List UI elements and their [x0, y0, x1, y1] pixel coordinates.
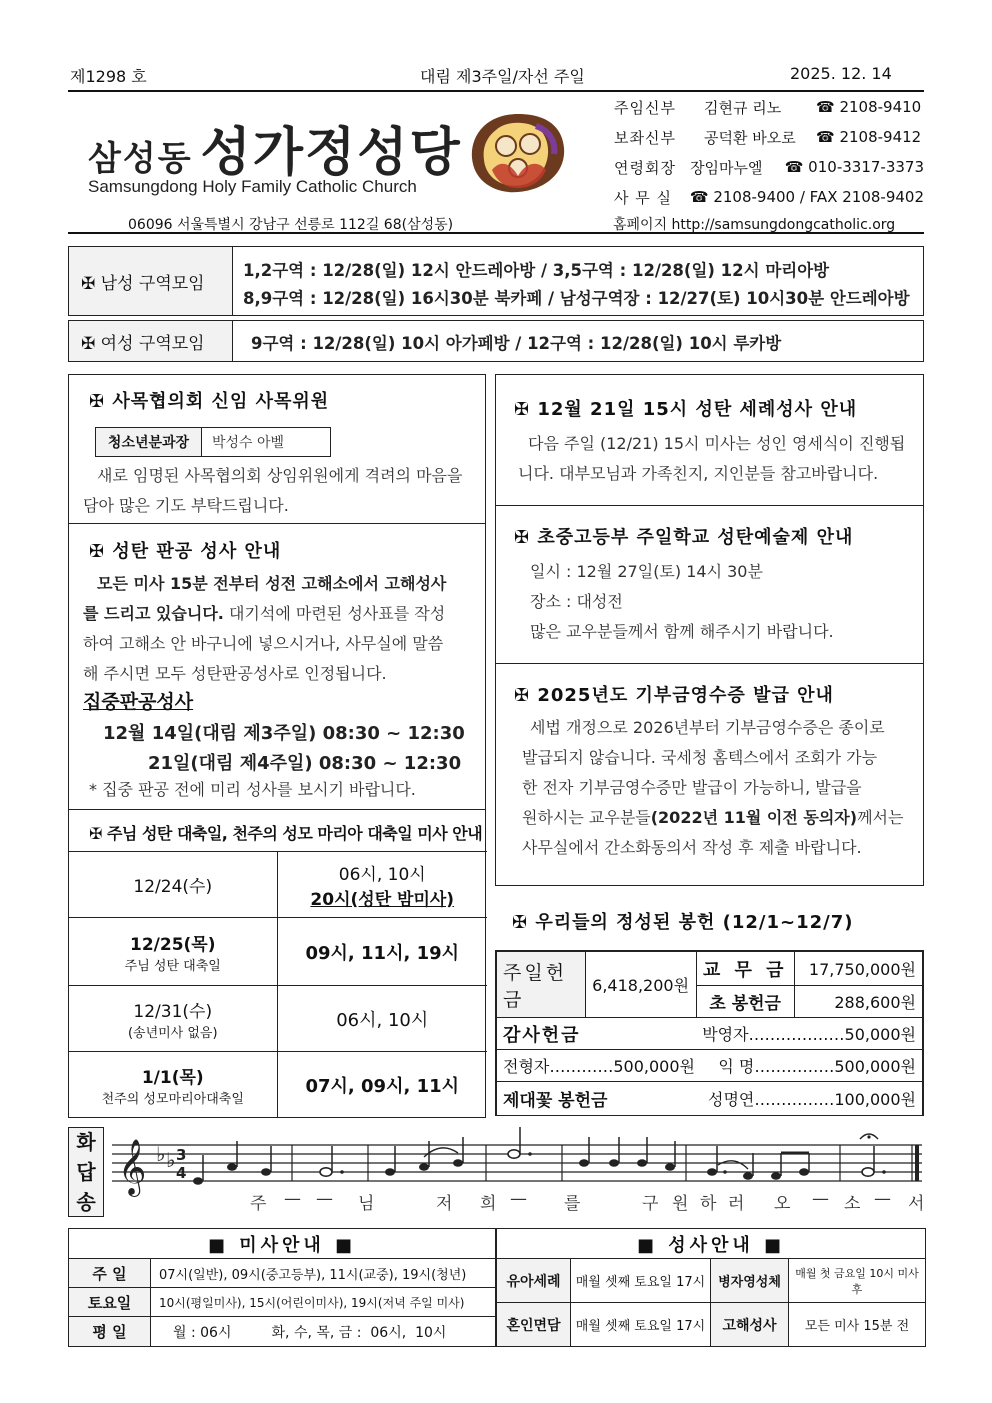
council-member	[95, 427, 331, 457]
sacrament-name: 혼인면담	[497, 1303, 571, 1347]
sunday-school-line: 일시 : 12월 27일(토) 14시 30분	[530, 562, 763, 581]
lyric-syllable: —	[316, 1189, 333, 1209]
lyric-syllable: 원	[672, 1194, 689, 1214]
christmas-mass-title: ✠ 주님 성탄 대축일, 천주의 성모 마리아 대축일 미사 안내	[89, 824, 483, 843]
sacrament-schedule-table	[496, 1228, 926, 1347]
mass-day: 평 일	[69, 1317, 151, 1347]
mass-day-times: 07시(일반), 09시(중고등부), 11시(교중), 19시(청년)	[151, 1259, 496, 1288]
lyric-syllable: 오	[774, 1194, 791, 1214]
mass-date: 1/1(목)	[141, 1067, 204, 1088]
sacrament-when: 매월 셋째 토요일 17시	[571, 1259, 711, 1303]
table-row	[497, 1050, 923, 1082]
council-text-line: 새로 임명된 사목협의회 상임위원에게 격려의 마음을	[97, 466, 463, 485]
mass-day: 주 일	[69, 1259, 151, 1288]
homepage-link[interactable]: 홈페이지 http://samsungdongcatholic.org	[613, 217, 896, 233]
mass-date: 12/31(수)	[133, 1001, 213, 1022]
offering-amount: 6,418,200원	[585, 952, 696, 1018]
staff-row	[614, 152, 924, 182]
offering-label: 초 봉헌금	[696, 986, 794, 1018]
mass-date-sub: 주님 성탄 대축일	[124, 958, 221, 974]
intensive-confession-title: 집중판공성사	[83, 691, 194, 713]
schedule-footer	[68, 1228, 926, 1346]
receipt-text	[522, 713, 920, 863]
offerings-title: ✠ 우리들의 정성된 봉헌 (12/1~12/7)	[512, 912, 854, 933]
staff-row	[614, 92, 924, 122]
sunday-school-line: 장소 : 대성전	[530, 592, 623, 611]
holy-family-logo-icon	[466, 110, 570, 196]
title-prefix: 삼성동	[88, 139, 193, 179]
psalm-label-char: 송	[76, 1190, 96, 1214]
lyric-syllable: 주	[250, 1194, 267, 1214]
baptism-line: 다음 주일 (12/21) 15시 미사는 성인 영세식이 진행됩	[528, 434, 906, 453]
psalm-label	[68, 1127, 104, 1217]
staff-role: 보좌신부	[614, 128, 676, 147]
mass-times: 06시, 10시	[277, 986, 487, 1052]
sunday-school-text	[530, 557, 920, 647]
sacrament-name: 고해성사	[711, 1303, 789, 1347]
receipt-line: 세법 개정으로 2026년부터 기부금영수증은 종이로	[530, 718, 885, 737]
lyric-syllable: —	[510, 1189, 527, 1209]
svg-text:♭: ♭	[156, 1142, 166, 1166]
men-meetings-line: 1,2구역 : 12/28(일) 12시 안드레아방 / 3,5구역 : 12/28(일) 12시 마리아방	[243, 261, 830, 280]
council-text-line: 담아 많은 기도 부탁드립니다.	[83, 496, 289, 515]
svg-text:3: 3	[176, 1146, 187, 1164]
offering-label: 제대꽃 봉헌금	[497, 1082, 697, 1116]
staff-role: 사 무 실	[614, 188, 673, 207]
mass-date-sub: 천주의 성모마리아대축일	[101, 1091, 244, 1107]
left-column	[68, 374, 486, 1118]
council-position: 청소년분과장	[96, 428, 202, 456]
baptism-title: ✠ 12월 21일 15시 성탄 세례성사 안내	[514, 399, 858, 420]
divider	[69, 809, 485, 810]
lyric-syllable: 님	[358, 1194, 375, 1214]
council-person: 박성수 아벨	[212, 435, 285, 451]
table-row	[497, 1259, 926, 1303]
staff-row	[614, 122, 924, 152]
sacrament-name: 병자영성체	[711, 1259, 789, 1303]
receipt-line: 한 전자 기부금영수증만 발급이 가능하니, 발급을	[522, 778, 862, 797]
staff-name: 김현규 리노	[704, 98, 782, 117]
confession-note: * 집중 판공 전에 미리 성사를 보시기 바랍니다.	[89, 780, 416, 799]
sacrament-name: 유아세례	[497, 1259, 571, 1303]
table-row	[69, 918, 487, 986]
confession-line: 대기석에 마련된 성사표를 작성	[223, 604, 446, 623]
women-meetings-line: 9구역 : 12/28(일) 10시 아가페방 / 12구역 : 12/28(일) 10시 루카방	[251, 334, 782, 353]
women-meetings-box	[68, 320, 924, 362]
mass-date-cell	[69, 1052, 277, 1118]
lyric-syllable: 희	[480, 1194, 497, 1214]
psalm-label-char: 답	[76, 1160, 96, 1184]
mass-day: 토요일	[69, 1288, 151, 1317]
church-title	[88, 110, 462, 185]
mass-date-cell	[69, 986, 277, 1052]
right-column	[495, 374, 924, 886]
lyric-syllable: —	[812, 1189, 829, 1209]
confession-text	[83, 569, 479, 689]
table-row	[497, 1018, 923, 1050]
church-title-block	[68, 92, 588, 212]
mass-schedule-table	[68, 1228, 496, 1347]
psalm-lyrics	[112, 1189, 924, 1215]
offering-entry: 익 명……………500,000원	[718, 1057, 916, 1076]
men-meetings-label: ✠ 남성 구역모임	[69, 247, 233, 315]
mass-date: 12/25(목)	[130, 934, 216, 955]
title-main: 성가정성당	[200, 122, 462, 183]
divider	[496, 505, 923, 506]
sunday-school-title: ✠ 초중고등부 주일학교 성탄예술제 안내	[514, 527, 854, 548]
lyric-syllable: 서	[908, 1194, 925, 1214]
table-row	[69, 986, 487, 1052]
staff-phone: ☎ 010-3317-3373	[784, 158, 924, 176]
lyric-syllable: 소	[844, 1194, 861, 1214]
offering-entry: 박영자………………50,000원	[696, 1018, 922, 1050]
lyric-syllable: 하	[700, 1194, 717, 1214]
table-row	[497, 1303, 926, 1347]
receipt-line: 께서는	[857, 808, 904, 827]
council-text	[83, 461, 479, 521]
mass-times-line: 06시, 10시	[338, 864, 426, 885]
mass-day-times: 10시(평일미사), 15시(어린이미사), 19시(저녁 주일 미사)	[151, 1288, 496, 1317]
confession-title: ✠ 성탄 판공 성사 안내	[89, 541, 282, 562]
offering-label: 교 무 금	[696, 952, 794, 986]
staff-row	[614, 182, 924, 212]
table-row	[69, 1052, 487, 1118]
sunday-school-line: 많은 교우분들께서 함께 해주시기 바랍니다.	[530, 622, 834, 641]
divider	[69, 523, 485, 524]
confession-line: 를 드리고 있습니다.	[83, 604, 224, 623]
offerings-table	[495, 950, 924, 1116]
offering-entry: 전형자…………500,000원	[503, 1057, 695, 1076]
lyric-syllable: 저	[436, 1194, 453, 1214]
svg-text:♭: ♭	[166, 1148, 176, 1172]
mass-date-sub: (송년미사 없음)	[127, 1025, 218, 1041]
lyric-syllable: —	[284, 1189, 301, 1209]
sacrament-when: 매월 셋째 토요일 17시	[571, 1303, 711, 1347]
offering-label: 주일헌금	[497, 952, 586, 1018]
intensive-date: 21일(대림 제4주일) 08:30 ~ 12:30	[148, 753, 462, 774]
receipt-line: 원하시는 교우분들	[522, 808, 651, 827]
mass-times: 07시, 09시, 11시	[277, 1052, 487, 1118]
intensive-date: 12월 14일(대림 제3주일) 08:30 ~ 12:30	[103, 723, 465, 744]
sacrament-when: 매월 첫 금요일 10시 미사 후	[789, 1259, 926, 1303]
confession-line: 해 주시면 모두 성탄판공성사로 인정됩니다.	[83, 664, 387, 683]
table-row	[69, 1229, 496, 1259]
mass-schedule-header: ■ 미사안내 ■	[69, 1229, 496, 1259]
lyric-syllable: 구	[642, 1194, 659, 1214]
mass-times	[277, 852, 487, 918]
receipt-line: 사무실에서 간소화동의서 작성 후 제출 바랍니다.	[522, 838, 862, 857]
responsorial-psalm	[68, 1127, 924, 1217]
receipt-line: (2022년 11월 이전 동의자)	[650, 808, 858, 827]
offering-entry: 성명연……………100,000원	[696, 1082, 922, 1116]
svg-text:4: 4	[176, 1164, 187, 1182]
women-meetings-label: ✠ 여성 구역모임	[69, 321, 233, 361]
lyric-syllable: 를	[564, 1194, 581, 1214]
staff-directory	[614, 92, 924, 212]
table-row	[497, 952, 923, 986]
baptism-text	[518, 429, 918, 489]
staff-phone: ☎ 2108-9400 / FAX 2108-9402	[689, 188, 924, 206]
table-row	[69, 1288, 496, 1317]
staff-role: 연령회장	[614, 158, 676, 177]
confession-line: 모든 미사 15분 전부터 성전 고해소에서 고해성사	[97, 574, 447, 593]
psalm-label-char: 화	[76, 1130, 96, 1154]
staff-role: 주임신부	[614, 98, 676, 117]
issue-date: 2025. 12. 14	[790, 64, 892, 83]
men-meetings-box	[68, 246, 924, 316]
sacrament-when: 모든 미사 15분 전	[789, 1303, 926, 1347]
mass-date-cell	[69, 918, 277, 986]
council-title: ✠ 사목협의회 신임 사목위원	[89, 391, 330, 412]
mass-times: 09시, 11시, 19시	[277, 918, 487, 986]
mass-date: 12/24(수)	[69, 852, 277, 918]
svg-text:𝄞: 𝄞	[118, 1139, 147, 1195]
divider	[496, 663, 923, 664]
staff-name: 공덕환 바오로	[704, 128, 796, 147]
table-row	[497, 1082, 923, 1116]
receipt-title: ✠ 2025년도 기부금영수증 발급 안내	[514, 685, 834, 706]
staff-name: 장임마누엘	[690, 158, 763, 177]
church-address: 06096 서울특별시 강남구 선릉로 112길 68(삼성동)	[128, 217, 454, 233]
staff-phone: ☎ 2108-9412	[816, 128, 922, 146]
lyric-syllable: 러	[728, 1194, 745, 1214]
baptism-line: 니다. 대부모님과 가족친지, 지인분들 참고바랍니다.	[518, 464, 879, 483]
table-row	[497, 1229, 926, 1259]
sunday-name: 대림 제3주일/자선 주일	[420, 67, 585, 86]
confession-line: 하여 고해소 안 바구니에 넣으시거나, 사무실에 말씀	[83, 634, 444, 653]
receipt-line: 발급되지 않습니다. 국세청 홈텍스에서 조회가 가능	[522, 748, 878, 767]
sacrament-schedule-header: ■ 성사안내 ■	[497, 1229, 926, 1259]
men-meetings-line: 8,9구역 : 12/28(일) 16시30분 북카페 / 남성구역장 : 12/27(토) 10시30분 안드레아방	[243, 289, 910, 308]
church-title-en: Samsungdong Holy Family Catholic Church	[88, 177, 417, 196]
offering-entries	[497, 1050, 923, 1082]
lyric-syllable: —	[874, 1189, 891, 1209]
table-row	[69, 852, 487, 918]
christmas-mass-table	[69, 851, 487, 1118]
table-row	[69, 1317, 496, 1347]
table-row	[69, 1259, 496, 1288]
offering-amount: 288,600원	[794, 986, 922, 1018]
address-line	[68, 212, 924, 234]
staff-phone: ☎ 2108-9410	[816, 98, 922, 116]
mass-times-line: 20시(성탄 밤미사)	[310, 889, 455, 910]
mass-day-times: 월 : 06시 화, 수, 목, 금 : 06시, 10시	[151, 1317, 496, 1347]
offering-label: 감사헌금	[497, 1018, 697, 1050]
masthead-line	[68, 62, 924, 92]
issue-number: 제1298 호	[70, 67, 147, 86]
offering-amount: 17,750,000원	[794, 952, 922, 986]
